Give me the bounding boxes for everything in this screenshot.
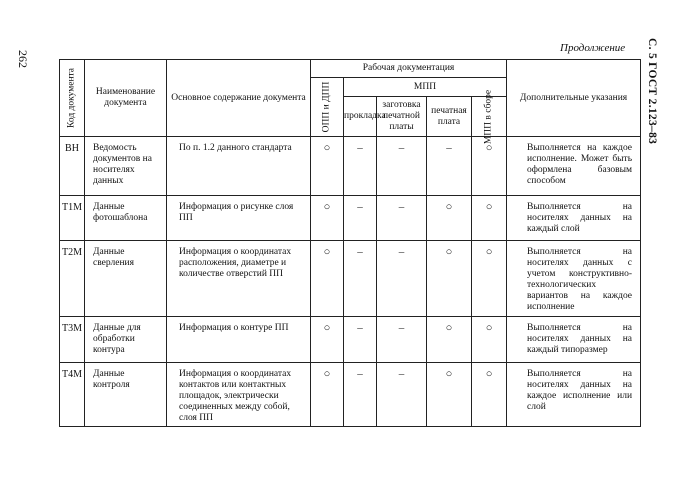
row-zagotovka: – [377,363,427,427]
row-pechatnaya: ○ [427,317,472,363]
table-row [60,196,641,241]
row-name: Данные сверления [85,241,167,317]
row-code: Т4М [60,363,85,427]
row-prokladka: – [344,241,377,317]
row-content: Информация о координатах контактов или контактных площадок, электрически соединенных между собой, слоя ПП [167,363,311,427]
header-name: Наименование документа [85,60,167,137]
row-pechatnaya: ○ [427,196,472,241]
row-opp: ○ [311,363,344,427]
row-content: Информация о координатах расположения, диаметре и количестве отверстий ПП [167,241,311,317]
header-content: Основное содержание документа [167,60,311,137]
row-note: Выполняется на носителях данных с учетом конструктивно-технологических вариантов на каждое исполнение [507,241,641,317]
row-code: Т2М [60,241,85,317]
table-row [60,317,641,363]
table-row [60,137,641,196]
row-zagotovka: – [377,137,427,196]
row-opp: ○ [311,241,344,317]
row-zagotovka: – [377,241,427,317]
row-zagotovka: – [377,196,427,241]
row-sbor: ○ [472,137,507,196]
row-content: По п. 1.2 данного стандарта [167,137,311,196]
row-prokladka: – [344,196,377,241]
row-code: Т1М [60,196,85,241]
row-name: Ведомость документов на носителях данных [85,137,167,196]
header-notes: Дополнительные указания [507,60,641,137]
row-code: ВН [60,137,85,196]
header-opp-dpp: ОПП и ДПП [311,78,344,137]
row-note: Выполняется на каждое исполнение. Может быть оформлена базовым способом [507,137,641,196]
row-sbor: ○ [472,363,507,427]
header-mpp: МПП [344,78,507,97]
row-prokladka: – [344,363,377,427]
row-prokladka: – [344,317,377,363]
header-code: Код документа [60,60,85,137]
row-content: Информация о контуре ПП [167,317,311,363]
row-sbor: ○ [472,241,507,317]
document-table [59,59,641,427]
header-mpp-sbor: МПП в сборе [472,97,507,137]
header-pechatnaya: печатная плата [427,97,472,137]
header-prokladka: прокладка [344,97,377,137]
standard-reference: С. 5 ГОСТ 2.123–83 [646,38,658,145]
row-zagotovka: – [377,317,427,363]
row-name: Данные для обработки контура [85,317,167,363]
row-prokladka: – [344,137,377,196]
row-pechatnaya: ○ [427,363,472,427]
row-opp: ○ [311,317,344,363]
row-note: Выполняется на носителях данных на каждый слой [507,196,641,241]
row-note: Выполняется на носителях данных на каждое исполнение или слой [507,363,641,427]
row-name: Данные контроля [85,363,167,427]
row-content: Информация о рисунке слоя ПП [167,196,311,241]
row-note: Выполняется на носителях данных на каждый типоразмер [507,317,641,363]
row-pechatnaya: – [427,137,472,196]
row-sbor: ○ [472,196,507,241]
header-work-docs: Рабочая документация [311,60,507,78]
page-number: 262 [16,50,30,68]
row-opp: ○ [311,196,344,241]
table-row [60,363,641,427]
row-opp: ○ [311,137,344,196]
row-pechatnaya: ○ [427,241,472,317]
continuation-label: Продолжение [560,42,626,54]
header-zagotovka: заготовка печатной платы [377,97,427,137]
row-name: Данные фотошаблона [85,196,167,241]
row-sbor: ○ [472,317,507,363]
row-code: Т3М [60,317,85,363]
table-row [60,241,641,317]
